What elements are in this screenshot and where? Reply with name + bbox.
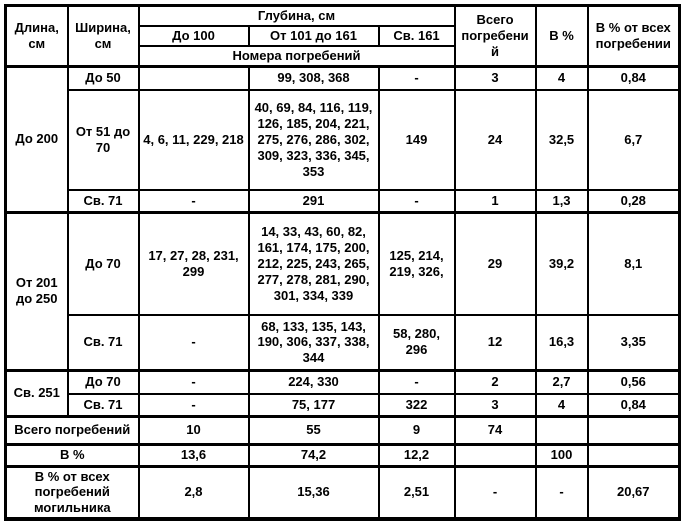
cell-s0r2-d2: 291 (249, 190, 379, 212)
cell-s0r1-d1: 4, 6, 11, 229, 218 (139, 90, 249, 190)
cell-s0r1-d3: 149 (379, 90, 455, 190)
footer-pct-all-label: В % от всех погребений могильника (6, 466, 139, 519)
cell-s2r0-d2: 224, 330 (249, 370, 379, 394)
cell-s2r0-total: 2 (455, 370, 536, 394)
cell-s0r1-pct: 32,5 (536, 90, 588, 190)
cell-s2r1-d2: 75, 177 (249, 394, 379, 416)
cell-s2r0-pct: 2,7 (536, 370, 588, 394)
cell-s1r1-d1: - (139, 315, 249, 370)
length-group-0: До 200 (6, 66, 68, 212)
header-depth-col-1: От 101 до 161 (249, 26, 379, 46)
cell-f1-d3: 12,2 (379, 444, 455, 466)
cell-s2r1-d1: - (139, 394, 249, 416)
cell-s1r1-total: 12 (455, 315, 536, 370)
header-length: Длина, см (6, 6, 68, 67)
header-total: Всего погребений (455, 6, 536, 67)
cell-f1-total (455, 444, 536, 466)
cell-f2-d3: 2,51 (379, 466, 455, 519)
cell-s2r0-d1: - (139, 370, 249, 394)
cell-s0r0-d1 (139, 66, 249, 90)
cell-s1r0-pct: 39,2 (536, 212, 588, 315)
cell-s2r1-total: 3 (455, 394, 536, 416)
cell-s0r1-pct-all: 6,7 (588, 90, 680, 190)
cell-s1r1-pct: 16,3 (536, 315, 588, 370)
width-s1r0: До 70 (68, 212, 139, 315)
cell-s1r0-d2: 14, 33, 43, 60, 82, 161, 174, 175, 200, 212, 225, 243, 265, 277, 278, 281, 290, 301, 334, 339 (249, 212, 379, 315)
cell-s1r0-total: 29 (455, 212, 536, 315)
cell-s0r0-total: 3 (455, 66, 536, 90)
cell-s2r0-pct-all: 0,56 (588, 370, 680, 394)
width-s2r0: До 70 (68, 370, 139, 394)
cell-s0r0-d2: 99, 308, 368 (249, 66, 379, 90)
cell-s0r2-pct: 1,3 (536, 190, 588, 212)
cell-s2r1-d3: 322 (379, 394, 455, 416)
header-depth-col-2: Св. 161 (379, 26, 455, 46)
cell-f0-d2: 55 (249, 416, 379, 444)
length-group-1: От 201 до 250 (6, 212, 68, 370)
cell-f1-pct: 100 (536, 444, 588, 466)
footer-total-label: Всего погребений (6, 416, 139, 444)
header-pct: В % (536, 6, 588, 67)
width-s2r1: Св. 71 (68, 394, 139, 416)
cell-s0r1-d2: 40, 69, 84, 116, 119, 126, 185, 204, 221, 275, 276, 286, 302, 309, 323, 336, 345, 353 (249, 90, 379, 190)
header-depth-col-0: До 100 (139, 26, 249, 46)
width-s0r0: До 50 (68, 66, 139, 90)
burial-dimensions-table (4, 4, 681, 521)
cell-f2-pct-all: 20,67 (588, 466, 680, 519)
cell-f1-pct-all (588, 444, 680, 466)
cell-f0-d3: 9 (379, 416, 455, 444)
header-depth-group: Глубина, см (139, 6, 455, 26)
width-s0r2: Св. 71 (68, 190, 139, 212)
cell-s0r2-pct-all: 0,28 (588, 190, 680, 212)
cell-f0-pct-all (588, 416, 680, 444)
cell-s1r1-d2: 68, 133, 135, 143, 190, 306, 337, 338, 344 (249, 315, 379, 370)
cell-s0r0-pct-all: 0,84 (588, 66, 680, 90)
header-pct-all: В % от всех погребении (588, 6, 680, 67)
cell-s2r1-pct: 4 (536, 394, 588, 416)
header-width: Ширина, см (68, 6, 139, 67)
length-group-2: Св. 251 (6, 370, 68, 416)
cell-s0r0-pct: 4 (536, 66, 588, 90)
cell-f2-pct: - (536, 466, 588, 519)
cell-s1r0-pct-all: 8,1 (588, 212, 680, 315)
cell-s0r1-total: 24 (455, 90, 536, 190)
cell-s1r1-pct-all: 3,35 (588, 315, 680, 370)
cell-s0r2-d1: - (139, 190, 249, 212)
cell-f0-total: 74 (455, 416, 536, 444)
cell-f0-pct (536, 416, 588, 444)
cell-f1-d2: 74,2 (249, 444, 379, 466)
width-s1r1: Св. 71 (68, 315, 139, 370)
cell-s0r2-total: 1 (455, 190, 536, 212)
cell-s1r0-d3: 125, 214, 219, 326, (379, 212, 455, 315)
cell-f1-d1: 13,6 (139, 444, 249, 466)
cell-s1r0-d1: 17, 27, 28, 231, 299 (139, 212, 249, 315)
header-numbers-label: Номера погребений (139, 46, 455, 66)
cell-s0r0-d3: - (379, 66, 455, 90)
cell-s2r1-pct-all: 0,84 (588, 394, 680, 416)
cell-s0r2-d3: - (379, 190, 455, 212)
footer-pct-label: В % (6, 444, 139, 466)
cell-s2r0-d3: - (379, 370, 455, 394)
cell-f2-d1: 2,8 (139, 466, 249, 519)
cell-s1r1-d3: 58, 280, 296 (379, 315, 455, 370)
cell-f2-total: - (455, 466, 536, 519)
cell-f0-d1: 10 (139, 416, 249, 444)
width-s0r1: От 51 до 70 (68, 90, 139, 190)
cell-f2-d2: 15,36 (249, 466, 379, 519)
